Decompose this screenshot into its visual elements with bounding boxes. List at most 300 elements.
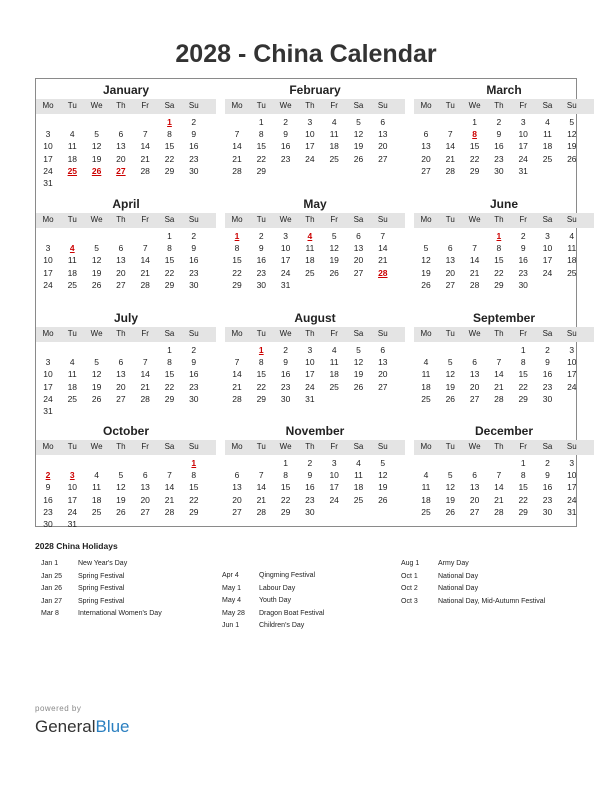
weekday-label: Tu [256,215,266,224]
calendar-day: 3 [307,117,313,127]
calendar-day: 16 [305,482,315,493]
weekday-label: Tu [445,215,455,224]
holiday-name: National Day, Mid-Autumn Festival [438,597,546,605]
calendar-day: 21 [494,494,504,505]
calendar-day: 21 [256,494,267,505]
weekday-label: Th [116,329,126,338]
weekday-label: Th [116,442,126,451]
calendar-day: 13 [421,141,431,152]
calendar-day: 11 [67,141,77,152]
calendar-day: 9 [545,357,550,368]
month-name: February [289,83,341,97]
holiday-day: 4 [69,243,75,254]
calendar-day: 4 [569,231,575,241]
page-title: 2028 - China Calendar [175,40,437,68]
calendar-day: 14 [256,482,267,493]
weekday-header [414,213,594,228]
weekday-label: Mo [420,442,432,451]
brand-logo[interactable] [35,717,130,737]
calendar-day: 14 [469,255,480,266]
calendar-day: 29 [469,165,480,176]
calendar-day: 31 [305,393,315,404]
calendar-day: 4 [423,357,429,368]
holiday-entry [401,560,601,570]
calendar-day: 9 [283,129,288,140]
weekday-header [225,440,405,455]
calendar-day: 27 [469,506,480,517]
calendar-day: 10 [43,255,53,266]
calendar-day: 24 [329,494,339,505]
calendar-day: 18 [421,381,431,392]
calendar-day: 3 [45,357,51,368]
calendar-day: 12 [378,470,388,481]
weekday-label: Th [116,215,126,224]
calendar-day: 21 [140,153,150,164]
calendar-day: 26 [421,279,431,290]
calendar-day: 15 [256,369,267,380]
calendar-day: 6 [380,345,386,355]
calendar-day: 6 [234,470,240,481]
holiday-name: National Day [438,572,479,580]
calendar-day: 29 [164,393,175,404]
calendar-day: 30 [280,393,291,404]
calendar-day: 31 [518,165,528,176]
calendar-day: 26 [91,279,102,290]
weekday-label: Fr [519,329,527,338]
weekday-label: Tu [256,101,266,110]
calendar-day: 3 [545,231,550,241]
calendar-day: 14 [140,141,150,152]
holiday-entry [401,573,601,583]
calendar-day: 28 [494,506,504,517]
weekday-label: Su [188,442,199,451]
calendar-day: 14 [232,141,242,152]
holiday-day: 4 [307,231,313,241]
calendar-day: 5 [356,345,361,355]
holiday-name: Children's Day [259,622,305,629]
weekday-label: We [279,101,292,110]
calendar-day: 6 [356,231,361,241]
calendar-day: 19 [353,141,364,152]
calendar-day: 5 [118,470,124,481]
holiday-entry [222,572,422,582]
weekday-label: Fr [141,101,149,110]
calendar-day: 20 [116,153,126,164]
calendar-day: 29 [232,279,242,290]
holiday-entry [222,610,422,620]
calendar-day: 22 [164,267,175,278]
calendar-day: 6 [472,357,477,368]
weekday-label: Su [188,101,199,110]
calendar-day: 30 [542,506,553,517]
calendar-day: 27 [378,153,388,164]
calendar-day: 6 [118,243,124,254]
weekday-label: Th [494,215,504,224]
month-name: May [303,197,327,211]
calendar-day: 30 [43,519,53,529]
calendar-day: 20 [378,141,388,152]
month-april [36,193,216,305]
calendar-day: 10 [305,357,315,368]
calendar-day: 29 [189,506,199,517]
calendar-day: 31 [43,178,53,188]
weekday-label: Th [494,329,504,338]
calendar-day: 3 [520,117,526,127]
calendar-day: 23 [189,267,199,278]
calendar-day: 22 [518,381,528,392]
calendar-day: 23 [43,506,53,517]
calendar-day: 21 [140,267,150,278]
calendar-day: 24 [305,153,315,164]
calendar-day: 4 [423,470,429,481]
calendar-day: 4 [69,129,75,140]
calendar-day: 30 [189,279,199,290]
holiday-name: Army Day [438,560,469,567]
calendar-day: 7 [496,470,502,481]
calendar-day: 29 [256,165,267,176]
calendar-day: 5 [423,243,429,254]
calendar-day: 2 [191,231,197,241]
calendar-day: 25 [67,393,78,404]
holiday-name: International Women's Day [78,610,162,617]
weekday-label: Mo [420,215,432,224]
holiday-entry [222,622,422,632]
calendar-day: 11 [421,369,431,380]
calendar-day: 3 [331,458,337,468]
calendar-day: 14 [378,243,388,254]
calendar-day: 19 [445,381,456,392]
calendar-day: 30 [189,393,199,404]
weekday-label: Fr [141,329,149,338]
calendar-day: 15 [256,141,267,152]
weekday-header [414,440,594,455]
month-july [36,307,216,419]
weekday-label: Mo [42,215,54,224]
calendar-day: 25 [67,279,78,290]
holiday-day: 28 [378,267,388,278]
weekday-label: We [90,101,103,110]
calendar-day: 30 [518,279,528,290]
weekday-label: Sa [164,101,175,110]
holiday-date: Jan 1 [41,560,59,567]
weekday-label: Tu [67,442,77,451]
calendar-day: 25 [567,267,577,278]
calendar-day: 20 [232,494,242,505]
weekday-label: Tu [445,329,455,338]
calendar-day: 26 [116,506,126,517]
weekday-label: Th [305,442,315,451]
calendar-day: 5 [569,117,575,127]
calendar-day: 16 [189,369,199,380]
holiday-date: Oct 1 [401,572,418,580]
calendar-day: 12 [353,357,364,368]
calendar-day: 6 [142,470,148,481]
month-february [225,79,405,191]
calendar-day: 9 [496,129,502,140]
holiday-name: Dragon Boat Festival [259,609,325,617]
month-august [225,307,405,419]
holiday-date: Aug 1 [401,560,420,567]
calendar-day: 16 [189,141,199,152]
calendar-day: 15 [518,369,528,380]
calendar-day: 21 [232,381,242,392]
calendar-day: 20 [116,381,126,392]
calendar-day: 17 [43,153,53,164]
weekday-header [36,327,216,342]
weekday-label: Su [566,329,577,338]
calendar-day: 19 [116,494,126,505]
calendar-day: 8 [520,357,526,368]
calendar-day: 10 [67,482,78,493]
weekday-label: Sa [353,442,364,451]
weekday-label: Th [116,101,126,110]
weekday-header [36,99,216,114]
calendar-day: 23 [280,153,291,164]
holiday-entry [41,573,241,583]
calendar-day: 27 [353,267,364,278]
holidays-title: 2028 China Holidays [35,541,118,551]
calendar-day: 27 [116,279,126,290]
calendar-day: 28 [140,165,150,176]
calendar-day: 27 [140,506,150,517]
calendar-day: 7 [496,357,502,368]
month-september [414,307,594,419]
calendar-day: 9 [545,470,550,481]
weekday-label: Tu [256,329,266,338]
calendar-day: 6 [423,129,429,140]
calendar-day: 28 [232,165,242,176]
calendar-day: 5 [447,357,453,368]
calendar-day: 26 [378,494,388,505]
calendar-day: 5 [447,470,453,481]
calendar-day: 22 [164,381,175,392]
calendar-day: 22 [256,381,267,392]
calendar-day: 12 [445,369,456,380]
calendar-day: 5 [331,231,337,241]
calendar-day: 10 [43,141,53,152]
calendar-day: 27 [445,279,456,290]
calendar-day: 26 [91,393,102,404]
calendar-day: 12 [567,129,577,140]
calendar-day: 19 [353,369,364,380]
month-december [414,420,594,532]
holiday-date: Apr 4 [222,572,239,579]
weekday-label: We [468,101,481,110]
calendar-day: 21 [378,255,388,266]
calendar-day: 25 [329,381,339,392]
calendar-day: 23 [280,381,291,392]
holiday-name: Spring Festival [78,572,125,580]
holiday-name: Spring Festival [78,597,125,605]
holiday-entry [41,598,241,608]
calendar-day: 20 [469,381,480,392]
holiday-date: May 1 [222,584,242,592]
calendar-day: 26 [353,153,364,164]
calendar-day: 17 [542,255,553,266]
calendar-day: 25 [353,494,364,505]
calendar-day: 12 [329,243,339,254]
calendar-day: 7 [234,129,240,140]
calendar-day: 7 [142,243,148,254]
calendar-day: 23 [189,381,199,392]
calendar-day: 15 [232,255,242,266]
holiday-day: 8 [472,129,477,140]
holiday-date: May 28 [222,609,245,617]
calendar-day: 2 [258,231,264,241]
calendar-day: 30 [305,506,315,517]
weekday-label: Sa [353,329,364,338]
calendar-day: 9 [283,357,288,368]
calendar-day: 4 [545,117,550,127]
month-november [225,420,405,532]
calendar-day: 21 [469,267,480,278]
calendar-day: 13 [140,482,150,493]
calendar-day: 22 [256,153,267,164]
weekday-label: Sa [542,442,553,451]
month-name: August [294,311,336,325]
calendar-day: 10 [567,470,577,481]
calendar-day: 23 [494,153,504,164]
calendar-day: 23 [518,267,528,278]
weekday-label: Mo [231,442,243,451]
calendar-day: 30 [542,393,553,404]
calendar-day: 25 [421,506,431,517]
weekday-label: Su [377,101,388,110]
calendar-day: 13 [378,357,388,368]
calendar-day: 28 [140,393,150,404]
calendar-day: 15 [469,141,480,152]
calendar-day: 11 [92,482,101,493]
holiday-day: 1 [258,345,264,355]
calendar-day: 24 [567,494,577,505]
calendar-day: 20 [421,153,431,164]
holiday-day: 1 [167,117,172,127]
calendar-day: 29 [518,506,528,517]
calendar-day: 27 [116,393,126,404]
calendar-day: 14 [140,369,150,380]
weekday-label: Su [188,329,199,338]
brand-general: General [35,717,96,736]
weekday-label: Fr [330,329,338,338]
month-name: April [112,197,140,211]
calendar-day: 29 [256,393,267,404]
calendar-day: 12 [421,255,431,266]
calendar-day: 30 [494,165,504,176]
weekday-label: Sa [164,329,175,338]
calendar-day: 8 [283,470,288,481]
weekday-header [414,99,594,114]
weekday-label: Mo [420,329,432,338]
calendar-day: 5 [380,458,386,468]
calendar-day: 26 [353,381,364,392]
weekday-label: Mo [231,329,243,338]
weekday-label: We [279,215,292,224]
calendar-day: 12 [91,255,102,266]
holiday-entry [41,560,241,570]
calendar-day: 27 [378,381,388,392]
holiday-entry [401,598,601,608]
weekday-label: We [279,442,292,451]
calendar-day: 19 [445,494,456,505]
calendar-day: 22 [469,153,480,164]
calendar-day: 15 [164,255,175,266]
calendar-day: 7 [167,470,172,481]
weekday-label: Mo [42,442,54,451]
calendar-day: 28 [494,393,504,404]
holiday-date: Jan 25 [41,572,63,580]
calendar-day: 15 [189,482,199,493]
calendar-day: 19 [567,141,577,152]
holiday-day: 3 [69,470,75,481]
calendar-day: 18 [329,369,339,380]
calendar-day: 14 [164,482,175,493]
weekday-label: Su [566,101,577,110]
calendar-day: 9 [258,243,264,254]
calendar-day: 20 [116,267,126,278]
powered-by-text: powered by [35,704,82,713]
weekday-label: Fr [519,442,527,451]
calendar-day: 16 [256,255,267,266]
calendar-day: 17 [280,255,291,266]
calendar-day: 20 [469,494,480,505]
weekday-label: Tu [67,215,77,224]
calendar-day: 17 [305,369,315,380]
calendar-day: 11 [354,470,363,481]
calendar-day: 31 [280,279,291,290]
calendar-day: 8 [191,470,197,481]
calendar-day: 20 [140,494,150,505]
calendar-day: 4 [331,345,337,355]
calendar-day: 29 [164,279,175,290]
holiday-entry [222,597,422,607]
month-october [36,420,216,532]
calendar-day: 18 [421,494,431,505]
calendar-day: 31 [67,519,78,529]
calendar-day: 5 [356,117,361,127]
calendar-day: 6 [118,357,124,368]
calendar-day: 21 [445,153,456,164]
weekday-label: Su [566,442,577,451]
month-name: September [472,311,536,325]
calendar-day: 24 [67,506,78,517]
calendar-day: 9 [307,470,313,481]
calendar-day: 8 [167,129,172,140]
calendar-day: 23 [189,153,199,164]
calendar-day: 15 [494,255,504,266]
holiday-day: 26 [91,165,102,176]
calendar-day: 21 [232,153,242,164]
calendar-day: 31 [567,506,577,517]
calendar-day: 13 [116,141,126,152]
calendar-day: 4 [356,458,361,468]
calendar-day: 8 [234,243,240,254]
calendar-day: 11 [329,129,339,140]
calendar-day: 14 [494,482,504,493]
calendar-day: 25 [542,153,553,164]
weekday-label: We [468,215,481,224]
calendar-day: 22 [164,153,175,164]
calendar-day: 18 [67,267,78,278]
calendar-day: 1 [472,117,477,127]
calendar-day: 13 [116,369,126,380]
calendar-day: 5 [94,243,99,254]
calendar-day: 17 [567,369,577,380]
weekday-label: Su [188,215,199,224]
weekday-label: Fr [330,101,338,110]
calendar-day: 8 [167,357,172,368]
calendar-day: 19 [91,381,102,392]
calendar-day: 30 [189,165,199,176]
